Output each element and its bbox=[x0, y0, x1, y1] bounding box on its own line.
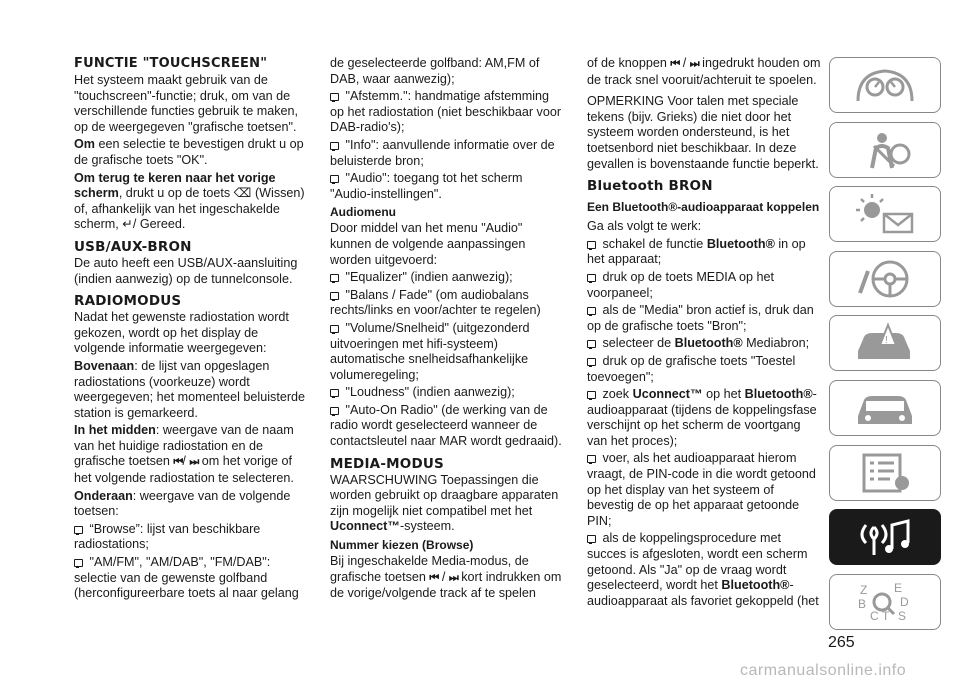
heading-bluetooth: Bluetooth BRON bbox=[587, 178, 713, 195]
paragraph-audiomenu: Door middel van het menu "Audio" kunnen de volgende aanpassingen worden uitgevoerd: bbox=[330, 221, 526, 267]
paragraph-radio: Nadat het gewenste radiostation wordt gekozen, wordt op het display de volgende informatie weergegeven: bbox=[74, 310, 289, 356]
text-knoppen-2: / bbox=[679, 56, 690, 70]
text-midden-1: : weergave van de naam van het huidige radiostation en de grafische toetsen bbox=[74, 423, 294, 469]
bullet-text: als de koppelingsprocedure met succes is afgesloten, wordt een scherm getoond. Als "Ja" op de vraag wordt geselecteerd, wordt het bbox=[587, 531, 808, 593]
bullet-text: selecteer de bbox=[599, 336, 675, 351]
bullet-icon bbox=[330, 93, 339, 101]
bullet-text: -audioapparaat als favoriet gekoppeld (het bbox=[587, 578, 819, 608]
bullet-icon bbox=[330, 142, 339, 150]
bullet-schakel bbox=[587, 237, 823, 268]
text-terug-3: / Gereed. bbox=[132, 217, 186, 232]
paragraph-om bbox=[74, 137, 310, 168]
bullet-autoon bbox=[330, 403, 566, 450]
text-nummer-3: kort indrukken om de vorige/volgende track af te spelen bbox=[330, 569, 562, 601]
start-driving-icon bbox=[850, 257, 920, 301]
bold-bluetooth: Bluetooth® bbox=[706, 236, 775, 251]
bullet-text: "Afstemm.": handmatige afstemming op het radiostation (niet beschikbaar voor DAB-radio's); bbox=[330, 89, 562, 135]
heading-radio: RADIOMODUS bbox=[74, 293, 182, 310]
index-letter: B bbox=[858, 596, 867, 611]
bullet-balans bbox=[330, 288, 566, 319]
paragraph-opmerking: OPMERKING Voor talen met speciale tekens (bijv. Grieks) die niet door het systeem worden ondersteund, is het toetsenbord niet beschikbaar. In deze gevallen is bovenstaande functie beperkt. bbox=[587, 94, 819, 171]
bullet-text: schakel de functie bbox=[599, 236, 707, 251]
chapter-tab-multimedia[interactable] bbox=[829, 509, 941, 565]
chapter-tab-lights[interactable] bbox=[829, 186, 941, 242]
bullet-text: "AM/FM", "AM/DAB", "FM/DAB": selectie van de gewenste golfband (herconfigureerbare toets al naar gelang bbox=[74, 555, 299, 601]
bullet-volume bbox=[330, 321, 566, 383]
index-letter: D bbox=[900, 594, 909, 609]
bullet-icon bbox=[587, 455, 596, 463]
bullet-icon bbox=[330, 274, 339, 282]
bullet-amfm bbox=[74, 555, 310, 602]
bold-bluetooth: Bluetooth® bbox=[674, 336, 743, 351]
column-2 bbox=[330, 56, 566, 604]
chapter-tab-technical[interactable] bbox=[829, 445, 941, 501]
column-3 bbox=[587, 56, 823, 611]
text-terug-1: , drukt u op de toets bbox=[118, 186, 234, 201]
paragraph-ga: Ga als volgt te werk: bbox=[587, 219, 702, 234]
bullet-text: "Equalizer" (indien aanwezig); bbox=[342, 270, 513, 285]
index-letter: S bbox=[898, 608, 907, 623]
bullet-icon bbox=[330, 175, 339, 183]
heading-nummer: Nummer kiezen (Browse) bbox=[330, 538, 474, 553]
index-letter: T bbox=[882, 608, 890, 623]
bold-uconnect: Uconnect™ bbox=[632, 387, 703, 402]
bullet-icon bbox=[587, 391, 596, 399]
chapter-sidebar bbox=[829, 57, 941, 638]
dashboard-icon bbox=[850, 63, 920, 107]
heading-usb: USB/AUX-BRON bbox=[74, 238, 192, 255]
paragraph-bovenaan bbox=[74, 359, 310, 421]
paragraph-nummer bbox=[330, 554, 566, 602]
bullet-icon bbox=[330, 407, 339, 415]
heading-audiomenu: Audiomenu bbox=[330, 205, 396, 220]
index-letter: E bbox=[894, 580, 903, 595]
bullet-text: druk op de grafische toets "Toestel toevoegen"; bbox=[587, 353, 796, 384]
chapter-tab-dashboard[interactable] bbox=[829, 57, 941, 113]
emergency-icon bbox=[850, 321, 920, 365]
bullet-text: als de "Media" bron actief is, druk dan op de grafische toets "Bron"; bbox=[587, 303, 814, 333]
text-midden-2: / bbox=[182, 454, 190, 469]
bullet-text: zoek bbox=[599, 387, 633, 402]
prev-track-icon: ⏮ bbox=[670, 58, 680, 70]
bullet-text: in op het apparaat; bbox=[587, 236, 806, 267]
bullet-browse bbox=[74, 522, 310, 553]
text-warn-2: -systeem. bbox=[399, 519, 455, 534]
bullet-icon bbox=[330, 292, 339, 300]
safety-icon bbox=[850, 128, 920, 172]
index-icon bbox=[850, 580, 920, 624]
bullet-text: -audioapparaat (tijdens de koppelingsfase verschijnt op het scherm de voortgang van het proces); bbox=[587, 387, 817, 448]
bullet-equalizer bbox=[330, 270, 566, 286]
index-letter: Z bbox=[860, 582, 868, 597]
paragraph-midden bbox=[74, 423, 310, 486]
bullet-icon bbox=[587, 358, 596, 366]
watermark: carmanualsonline.info bbox=[740, 662, 907, 679]
bullet-text: "Volume/Snelheid" (uitgezonderd uitvoeringen met hifi-systeem) automatische snelheidsafhankelijke volumeregeling; bbox=[330, 320, 530, 382]
next-track-icon: ⏭ bbox=[189, 456, 199, 469]
bullet-text: druk op de toets MEDIA op het voorpaneel; bbox=[587, 269, 775, 300]
text-knoppen-1: of de knoppen bbox=[587, 56, 671, 70]
heading-touchscreen: FUNCTIE "TOUCHSCREEN" bbox=[74, 56, 268, 71]
paragraph-knoppen bbox=[587, 56, 823, 88]
chapter-tab-safety[interactable] bbox=[829, 122, 941, 178]
text-nummer-1: Bij ingeschakelde Media-modus, de grafische toetsen bbox=[330, 554, 529, 584]
paragraph-usb: De auto heeft een USB/AUX-aansluiting (indien aanwezig) op de tunnelconsole. bbox=[74, 255, 298, 286]
bold-bovenaan: Bovenaan bbox=[74, 358, 135, 373]
bullet-icon bbox=[587, 274, 596, 282]
bullet-icon bbox=[587, 241, 596, 249]
bullet-text: Mediabron; bbox=[742, 336, 810, 351]
technical-data-icon bbox=[850, 451, 920, 495]
text-knoppen-3: ingedrukt houden om de track snel vooruit/achteruit te spoelen. bbox=[587, 56, 821, 87]
bullet-icon bbox=[330, 325, 339, 333]
backspace-icon: ⌫ bbox=[233, 186, 252, 201]
chapter-tab-driving[interactable] bbox=[829, 251, 941, 307]
index-letter: C bbox=[870, 608, 879, 623]
bullet-text: "Auto-On Radio" (de werking van de radio wordt geselecteerd wanneer de contactsleutel naar MAR wordt gedraaid). bbox=[330, 402, 562, 449]
column-1 bbox=[74, 56, 310, 604]
paragraph-warning bbox=[330, 473, 566, 535]
heading-media: MEDIA-MODUS bbox=[330, 455, 444, 472]
bullet-media bbox=[587, 270, 823, 301]
multimedia-icon bbox=[850, 515, 920, 559]
bullet-selecteer bbox=[587, 336, 823, 352]
bullet-pin bbox=[587, 451, 823, 529]
back-arrow-icon: ↵ bbox=[122, 217, 133, 232]
bullet-text: voer, als het audioapparaat hierom vraagt, de PIN-code in die wordt getoond op het display van het systeem of bevestig de op het apparaat getoonde PIN; bbox=[587, 451, 816, 528]
bullet-afstemm bbox=[330, 89, 566, 136]
lights-warning-icon bbox=[850, 192, 920, 236]
prev-track-icon: ⏮ bbox=[173, 456, 183, 469]
bullet-text: “Browse”: lijst van beschikbare radiostations; bbox=[74, 521, 261, 552]
heading-koppelen: Een Bluetooth®-audioapparaat koppelen bbox=[587, 200, 820, 215]
bold-uconnect: Uconnect™ bbox=[330, 519, 400, 534]
bullet-text: op het bbox=[702, 387, 745, 402]
maintenance-icon bbox=[850, 386, 920, 430]
svg-text:!: ! bbox=[885, 335, 888, 347]
paragraph-terug bbox=[74, 171, 310, 233]
paragraph-golfband: de geselecteerde golfband: AM,FM of DAB, waar aanwezig); bbox=[330, 56, 540, 86]
bullet-text: "Balans / Fade" (om audiobalans rechts/links en voor/achter te regelen) bbox=[330, 287, 541, 318]
bullet-audio bbox=[330, 171, 566, 202]
paragraph-touchscreen: Het systeem maakt gebruik van de "touchscreen"-functie; druk, om van de verschillende functies gebruik te maken, op de weergegeven "grafische toetsen". bbox=[74, 73, 299, 134]
text-nummer-2: / bbox=[438, 569, 449, 584]
bold-bluetooth: Bluetooth® bbox=[744, 387, 813, 402]
chapter-tab-index[interactable] bbox=[829, 574, 941, 630]
bullet-info bbox=[330, 138, 566, 169]
prev-track-icon: ⏮ bbox=[429, 571, 439, 584]
bold-onderaan: Onderaan bbox=[74, 488, 133, 503]
bullet-icon bbox=[74, 559, 83, 567]
bullet-icon bbox=[587, 307, 596, 315]
bullet-text: "Loudness" (indien aanwezig); bbox=[342, 385, 515, 400]
bullet-toestel bbox=[587, 354, 823, 385]
bullet-koppeling bbox=[587, 531, 823, 609]
chapter-tab-emergency[interactable] bbox=[829, 315, 941, 371]
text-midden-3: om het vorige of het volgende radiostation te selecteren. bbox=[74, 454, 294, 486]
page-number: 265 bbox=[828, 634, 855, 651]
bullet-bron bbox=[587, 303, 823, 334]
text-onderaan: : weergave van de volgende toetsen: bbox=[74, 488, 291, 519]
paragraph-onderaan bbox=[74, 489, 310, 520]
bullet-icon bbox=[74, 526, 83, 534]
chapter-tab-maintenance[interactable] bbox=[829, 380, 941, 436]
bold-terug: Om terug te keren naar het vorige scherm bbox=[74, 170, 276, 201]
bullet-zoek bbox=[587, 387, 823, 449]
bullet-loudness bbox=[330, 385, 566, 401]
text-terug-2: (Wissen) of, afhankelijk van het ingeschakelde scherm, bbox=[74, 186, 305, 232]
next-track-icon: ⏭ bbox=[448, 571, 458, 584]
bold-bluetooth: Bluetooth® bbox=[721, 578, 790, 593]
text-bovenaan: : de lijst van opgeslagen radiostations (voorkeuze) wordt weergegeven; het momenteel beluisterde station is gemarkeerd. bbox=[74, 358, 306, 420]
bullet-icon bbox=[587, 340, 596, 348]
text-warn-1: WAARSCHUWING Toepassingen die worden gebruikt op draagbare apparaten zijn mogelijk niet compatibel met het bbox=[330, 472, 559, 518]
next-track-icon: ⏭ bbox=[689, 58, 699, 70]
text-om: een selectie te bevestigen drukt u op de grafische toets "OK". bbox=[74, 137, 304, 167]
bold-om: Om bbox=[74, 137, 95, 152]
bullet-icon bbox=[330, 389, 339, 397]
bullet-text: "Info": aanvullende informatie over de beluisterde bron; bbox=[330, 137, 555, 168]
bullet-text: "Audio": toegang tot het scherm "Audio-instellingen". bbox=[330, 171, 523, 201]
bold-midden: In het midden bbox=[74, 423, 156, 438]
bullet-icon bbox=[587, 535, 596, 543]
